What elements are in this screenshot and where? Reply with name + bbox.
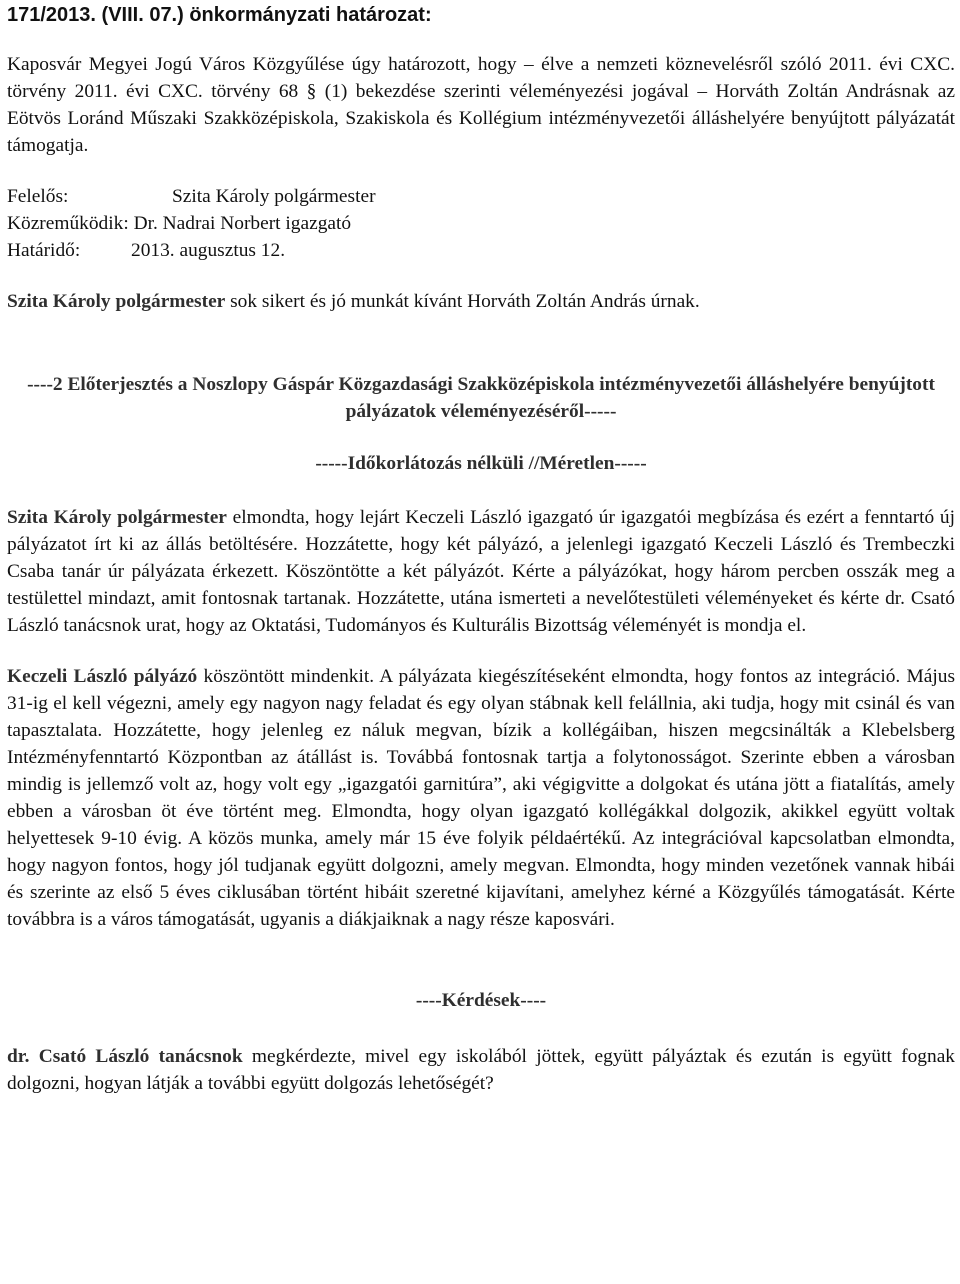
deadline-label: Határidő:	[7, 240, 81, 261]
paragraph-text: köszöntött mindenkit. A pályázata kiegészítéseként elmondta, hogy fontos az integráció. Május 31-ig el kell végezni, amely egy nagyon nagy feladat és egy olyan stábnak kell felállnia, aki tudja, hogy mit csinál és van tapasztalata. Hozzátette, hogy jelenleg ez náluk megvan, bízik a kollégáiban, hiszen megcsinálták a Klebelsberg Intézményfenntartó Központban az átállást is. Továbbá fontosnak tartja a folytonosságot. Szerinte ebben a városban mindig is jellemző volt az, hogy volt egy „igazgatói garnitúra”, aki végigvitte a dolgokat és utána jött a fiatalítás, amely ebben a városban öt éve történt meg. Elmondta, hogy olyan igazgató kollégákkal dolgozik, akikkel együtt voltak helyettesek 9-10 évig. A közös munka, amely már 15 éve folyik példaértékű. Az integrációval kapcsolatban elmondta, hogy nagyon fontos, hogy jól tudjanak együtt dolgozni, amely megvan. Elmondta, hogy minden vezetőnek vannak hibái és szerinte az első 5 éves ciklusában történt hibáit szeretné kijavítani, amelyhez kérné a Közgyűlés támogatását. Kérte továbbra is a város támogatását, ugyanis a diákjaiknak a nagy része kaposvári.	[7, 666, 956, 930]
questions-heading: ----Kérdések----	[415, 990, 547, 1011]
speaker-name: Keczeli László pályázó	[7, 666, 198, 687]
wishes-text: sok sikert és jó munkát kívánt Horváth Zoltán András úrnak.	[225, 291, 700, 312]
decision-title: 171/2013. (VIII. 07.) önkormányzati határozat:	[7, 4, 432, 26]
deadline-row	[7, 237, 955, 264]
decision-text: Kaposvár Megyei Jogú Város Közgyűlése úgy határozott, hogy – élve a nemzeti köznevelésről szóló 2011. évi CXC. törvény 2011. évi CXC. törvény 68 § (1) bekezdése szerinti véleményezési jogával – Horváth Zoltán Andrásnak az Eötvös Loránd Műszaki Szakközépiskola, Szakiskola és Kollégium intézményvezetői álláshelyére benyújtott pályázatát támogatja.	[7, 54, 955, 156]
speaker-name: Szita Károly polgármester	[7, 507, 227, 528]
timing-heading: -----Időkorlátozás nélküli //Méretlen-----	[315, 453, 647, 474]
responsible-value: Szita Károly polgármester	[172, 186, 376, 207]
paragraph-text: elmondta, hogy lejárt Keczeli László igazgató úr igazgatói megbízása és ezért a fenntartó új pályázatot írt ki az állás betöltésére. Hozzátette, hogy két pályázó, a jelenlegi igazgató Keczeli László és Trembeczki Csaba tanár úr pályázata érkezett. Köszöntötte a két pályázót. Kérte a pályázókat, hogy három percben osszák meg a testülettel mindazt, amit fontosnak tartanak. Hozzátette, utána ismerteti a nevelőtestületi véleményeket és kérte dr. Csató László tanácsnok urat, hogy az Oktatási, Tudományos és Kulturális Bizottság véleményét is mondja el.	[7, 507, 955, 636]
wishes-paragraph	[7, 288, 955, 315]
speaker-name: Szita Károly polgármester	[7, 291, 226, 312]
responsible-label: Felelős:	[7, 186, 69, 207]
applicant-paragraph	[7, 663, 955, 933]
contributor-value: Dr. Nadrai Norbert igazgató	[133, 213, 352, 234]
deadline-value: 2013. augusztus 12.	[131, 240, 286, 261]
paragraph-text: megkérdezte, mivel egy iskolából jöttek, együtt pályáztak és ezután is együtt fognak dolgozni, hogyan látják a további együtt dolgozás lehetőségét?	[7, 1046, 956, 1094]
agenda-item-heading: ----2 Előterjesztés a Noszlopy Gáspár Közgazdasági Szakközépiskola intézményvezetői álláshelyére benyújtott pályázatok véleményezéséről-----	[27, 374, 935, 422]
document-page	[7, 0, 955, 1097]
speaker-name: dr. Csató László tanácsnok	[7, 1046, 243, 1067]
mayor-paragraph	[7, 504, 955, 639]
responsible-row	[7, 183, 955, 210]
responsibility-block	[7, 183, 955, 264]
contributor-row	[7, 210, 955, 237]
councillor-paragraph	[7, 1043, 955, 1097]
contributor-label: Közreműködik:	[7, 213, 129, 234]
